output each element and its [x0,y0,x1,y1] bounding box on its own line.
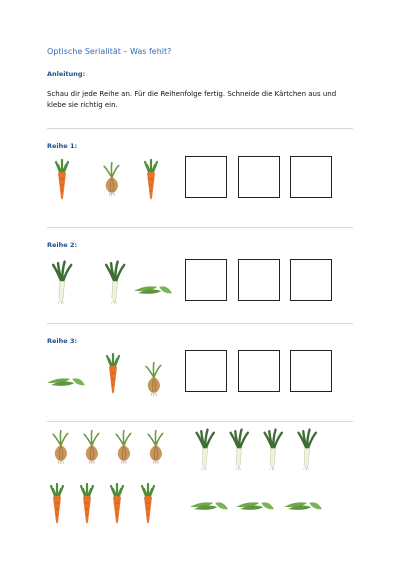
beans-icon [134,282,174,298]
answer-box[interactable] [290,350,332,392]
answer-box[interactable] [185,259,227,301]
leek-icon [50,260,76,306]
row-3-label: Reihe 3: [47,337,78,345]
answer-box[interactable] [238,156,280,198]
onion-icon[interactable] [78,430,104,466]
answer-box[interactable] [185,350,227,392]
leek-icon[interactable] [261,428,287,472]
onion-icon [140,362,166,398]
divider [47,323,353,324]
page-title: Optische Serialität – Was fehlt? [47,47,172,56]
row-2-label: Reihe 2: [47,241,78,249]
onion-icon [98,162,124,198]
divider [47,128,353,129]
divider [47,421,353,422]
carrot-icon [140,158,162,202]
instructions-text: Schau dir jede Reihe an. Für die Reihenfolge fertig. Schneide die Kärtchen aus und klebe sie richtig ein. [47,90,337,109]
leek-icon[interactable] [193,428,219,472]
answer-box[interactable] [238,350,280,392]
leek-icon[interactable] [295,428,321,472]
carrot-icon [51,158,73,202]
row-1-label: Reihe 1: [47,142,78,150]
carrot-icon [102,352,124,396]
answer-box[interactable] [290,156,332,198]
leek-icon [103,260,129,306]
beans-icon[interactable] [284,498,324,514]
divider [47,227,353,228]
instructions-heading: Anleitung: [47,70,86,78]
carrot-icon[interactable] [46,482,68,526]
beans-icon[interactable] [236,498,276,514]
leek-icon[interactable] [227,428,253,472]
onion-icon[interactable] [47,430,73,466]
carrot-icon[interactable] [137,482,159,526]
beans-icon [47,374,87,390]
carrot-icon[interactable] [106,482,128,526]
onion-icon[interactable] [110,430,136,466]
onion-icon[interactable] [142,430,168,466]
answer-box[interactable] [290,259,332,301]
answer-box[interactable] [238,259,280,301]
answer-box[interactable] [185,156,227,198]
carrot-icon[interactable] [76,482,98,526]
beans-icon[interactable] [190,498,230,514]
